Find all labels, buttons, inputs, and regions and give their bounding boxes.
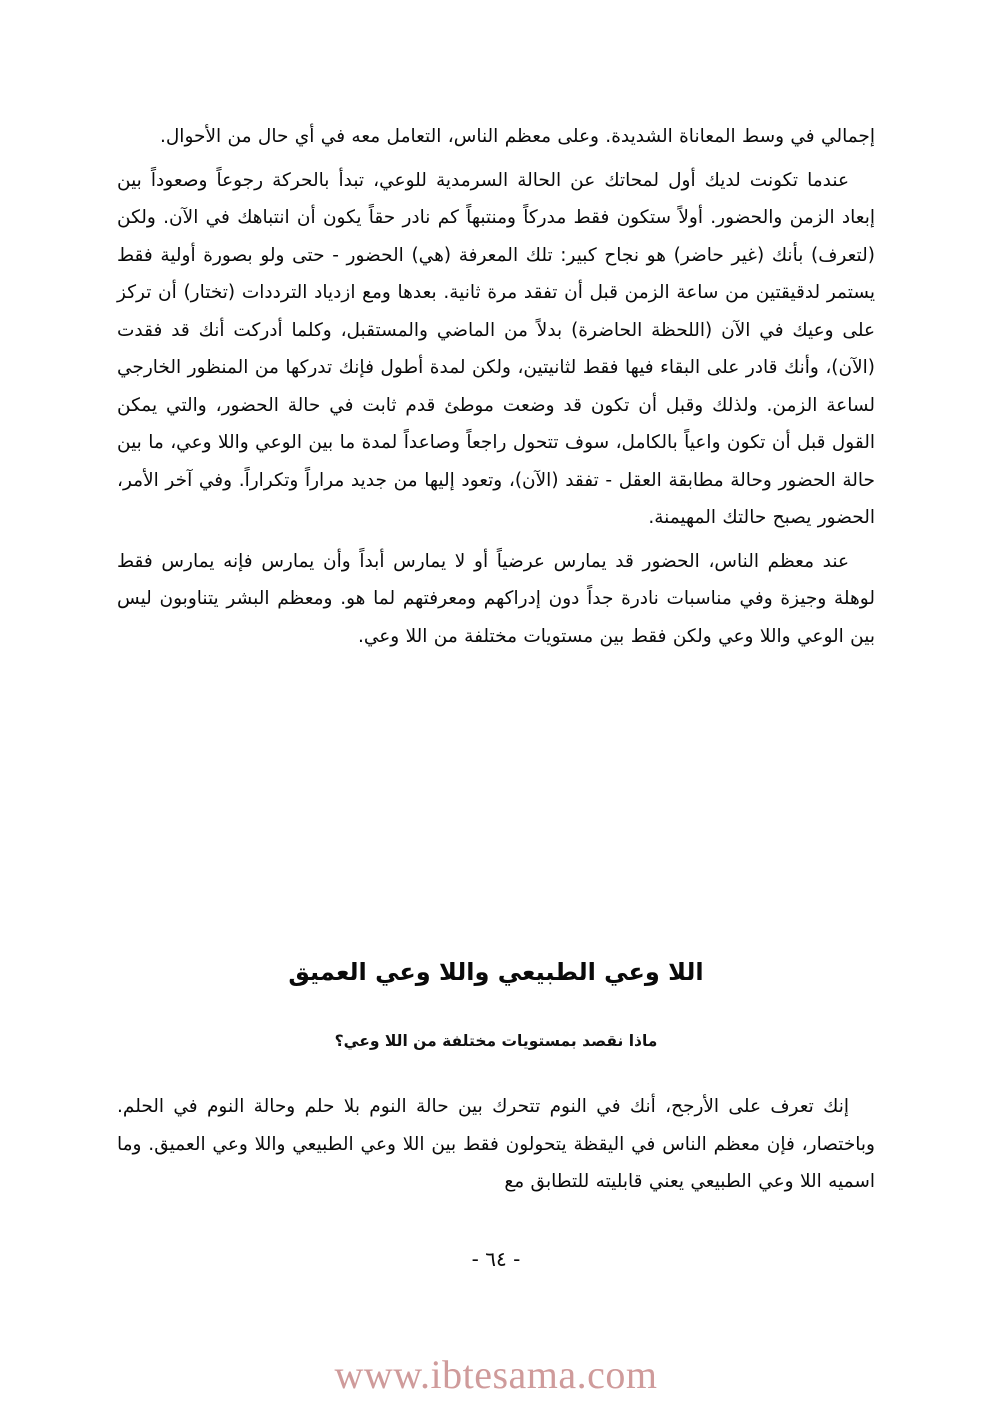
paragraph-4: إنك تعرف على الأرجح، أنك في النوم تتحرك بين حالة النوم بلا حلم وحالة النوم في الحلم. وباختصار، فإن معظم الناس في اليقظة يتحولون فقط بين اللا وعي الطبيعي واللا وعي العميق. وما اسميه اللا وعي الطبيعي يعني قابليته للتطابق مع [117,1096,875,1192]
section-subheading: ماذا نقصد بمستويات مختلفة من اللا وعي؟ [334,1032,658,1050]
paragraph-1: إجمالي في وسط المعاناة الشديدة. وعلى معظم الناس، التعامل معه في أي حال من الأحوال. [159,126,875,147]
body-text-lower [117,1088,875,1201]
section-heading: اللا وعي الطبيعي واللا وعي العميق [288,958,704,986]
body-text-upper [117,118,875,661]
site-watermark: www.ibtesama.com [334,1352,658,1397]
paragraph-2: عندما تكونت لديك أول لمحاتك عن الحالة السرمدية للوعي، تبدأ بالحركة رجوعاً وصعوداً بين إبعاد الزمن والحضور. أولاً ستكون فقط مدركاً ومنتبهاً كم نادر حقاً يكون أن انتباهك في الآن. ولكن (لتعرف) بأنك (غير حاضر) هو نجاح كبير: تلك المعرفة (هي) الحضور - حتى ولو بصورة أولية فقط يستمر لدقيقتين من ساعة الزمن قبل أن تفقد مرة ثانية. بعدها ومع ازدياد الترددات (تختار) أن تركز على وعيك في الآن (اللحظة الحاضرة) بدلاً من الماضي والمستقبل، وكلما أدركت أنك قد فقدت (الآن)، وأنك قادر على البقاء فيها فقط لثانيتين، ولكن لمدة أطول فإنك تدركها من المنظور الخارجي لساعة الزمن. ولذلك وقبل أن تكون قد وضعت موطئ قدم ثابت في حالة الحضور، والتي يمكن القول قبل أن تكون واعياً بالكامل، سوف تتحول راجعاً وصاعداً لمدة ما بين الوعي واللا وعي، ما بين حالة الحضور وحالة مطابقة العقل - تفقد (الآن)، وتعود إليها من جديد مراراً وتكراراً. وفي آخر الأمر، الحضور يصبح حالتك المهيمنة. [117,169,875,528]
page-number: - ٦٤ - [471,1247,521,1271]
paragraph-3: عند معظم الناس، الحضور قد يمارس عرضياً أو لا يمارس أبداً وأن يمارس فإنه يمارس فقط لوهلة وجيزة وفي مناسبات نادرة جداً دون إدراكهم ومعرفتهم لما هو. ومعظم البشر يتناوبون ليس بين الوعي واللا وعي ولكن فقط بين مستويات مختلفة من اللا وعي. [117,550,875,647]
